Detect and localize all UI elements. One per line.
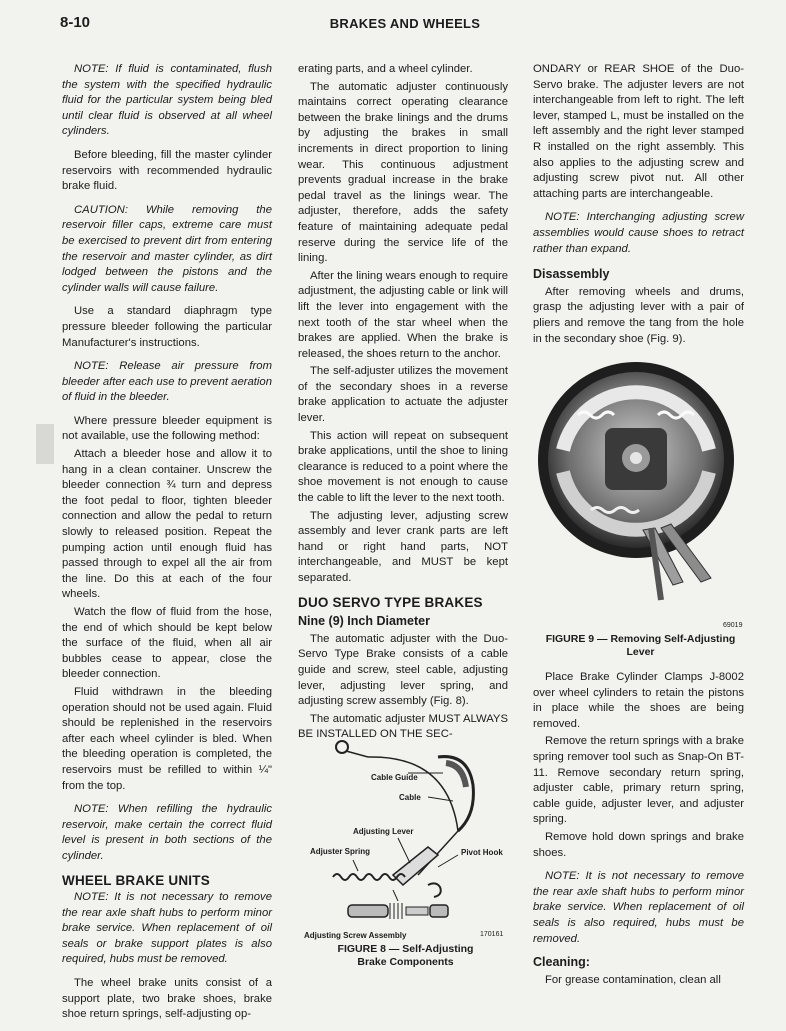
label-cable-guide: Cable Guide [371,773,418,782]
paragraph: Place Brake Cylinder Clamps J-8002 over wheel cylinders to retain the pistons in place while the shoes are being removed. [533,671,744,730]
caution-paragraph: CAUTION: While removing the reservoir filler caps, extreme care must be exercised to prevent dirt from entering the reservoir and master cylinder, as dirt lodged between the pistons and the cylinder walls will cause failure. [62,203,272,294]
paragraph: The automatic adjuster with the Duo-Servo Type Brake consists of a cable guide and screw, steel cable, adjusting lever, adjusting lever spring, and adjusting screw assembly (Fig. 8). [298,632,508,708]
figure-9 [533,360,748,665]
caption-line: FIGURE 9 — Removing Self-Adjusting [545,633,736,645]
page-number: 8-10 [60,14,91,31]
paragraph: After the lining wears enough to require adjustment, the adjusting cable or link will lift the lever into engagement with the next tooth of the star wheel when the brakes are applied. When the brake is released, the shoes return to the anchor. [298,269,508,360]
paragraph: For grease contamination, clean all [545,973,721,986]
paragraph: Remove the return springs with a brake spring remover tool such as Snap-On BT-11. Remove secondary return spring, adjuster cable, primary return spring, cable guide, adjuster lever, and adjuster spring. [533,735,744,826]
column-2 [298,62,508,751]
note-paragraph: NOTE: It is not necessary to remove the rear axle shaft hubs to perform minor brake service. When replacement of oil seals is also required, hubs must be removed. [533,870,744,945]
paragraph: Where pressure bleeder equipment is not available, use the following method: [62,414,272,443]
label-adjuster-spring: Adjuster Spring [310,847,371,856]
paragraph: This action will repeat on subsequent brake applications, until the shoe to lining clearance is reduced to a point where the shoe movement is not enough to cause the cable to lift the lever to the next tooth. [298,429,508,505]
section-heading: Cleaning: [533,955,590,970]
paragraph: The automatic adjuster MUST ALWAYS BE INSTALLED ON THE SEC- [298,712,508,741]
caption-line: Brake Components [357,956,454,968]
section-heading: Disassembly [533,267,610,282]
label-cable: Cable [399,793,421,802]
paragraph: The self-adjuster utilizes the movement of the secondary shoes in a reverse brake application to actuate the adjuster lever. [298,365,508,425]
paragraph: NOTE: If fluid is contaminated, flush the system with the specified hydraulic fluid for the particular system being bled until clear fluid is observed at all wheel cylinders. [62,63,272,138]
paragraph: The automatic adjuster continuously maintains correct operating clearance between the brake linings and the drums by adjusting the brakes in small increments in direct proportion to lining wear. This continuous adjustment prevents gradual increase in the brake pedal travel as the linings wear. The adjuster, therefore, adds the safety feature of maintaining adequate pedal reserve during the service life of the lining. [298,80,508,265]
caption-line: Lever [626,646,655,658]
note-paragraph: NOTE: It is not necessary to remove the rear axle shaft hubs to perform minor brake service. When replacement of oil seals or brake support plates is also required, hubs must be removed. [62,891,272,966]
paragraph: Use a standard diaphragm type pressure bleeder following the particular Manufacturer's instructions. [62,305,272,349]
section-heading: DUO SERVO TYPE BRAKES [298,594,483,610]
column-1 [62,62,272,1031]
figure-8-number: 170161 [480,931,504,938]
label-pivot-hook: Pivot Hook [461,848,503,857]
paragraph: erating parts, and a wheel cylinder. [298,63,473,75]
page-title: BRAKES AND WHEELS [329,16,481,31]
note-paragraph: NOTE: Interchanging adjusting screw assemblies would cause shoes to retract rather than expand. [533,211,744,255]
paragraph: The adjusting lever, adjusting screw assembly and lever crank parts are left hand or right hand parts, NOT interchangeable, and MUST be kept separated. [298,509,508,584]
label-adjusting-screw-assembly: Adjusting Screw Assembly [304,931,407,940]
paragraph: Watch the flow of fluid from the hose, the end of which should be kept below the surface of the fluid, when all air bubbles cease to appear, close the bleeder connection. [62,606,272,681]
section-heading: WHEEL BRAKE UNITS [62,872,210,888]
brake-assembly-photo [533,360,748,615]
label-adjusting-lever: Adjusting Lever [353,827,414,836]
page-edge-tab [36,424,54,464]
paragraph: Fluid withdrawn in the bleeding operation should not be used again. Fluid should be replenished in the reservoirs after each wheel cylinder is bled. When the bleeding operation is completed, the reservoirs must be refilled to within ¼" from the top. [62,685,272,792]
column-3-continued [533,670,744,996]
figure-8-caption [298,943,513,969]
paragraph: Before bleeding, fill the master cylinder reservoirs with recommended hydraulic brake fluid. [62,148,272,193]
note-paragraph: NOTE: When refilling the hydraulic reservoir, make certain the correct fluid level is present in both sections of the cylinder. [62,803,272,862]
figure-9-caption [533,633,748,659]
figure-8 [298,735,513,975]
subsection-heading: Nine (9) Inch Diameter [298,614,430,629]
note-paragraph: NOTE: Release air pressure from bleeder after each use to prevent aeration of fluid in the bleeder. [62,360,272,404]
paragraph: After removing wheels and drums, grasp the adjusting lever with a pair of pliers and remove the tang from the hole in the secondary shoe (Fig. 9). [533,285,744,345]
paragraph: ONDARY or REAR SHOE of the Duo-Servo brake. The adjuster levers are not interchangeable from left to right. The left lever, stamped L, must be installed on the left assembly and the right lever stamped R installed on the right assembly. This also applies to the adjusting screw and adjusting screw pivot nut. All other attaching parts are interchangeable. [533,63,744,200]
paragraph: Attach a bleeder hose and allow it to hang in a clean container. Unscrew the bleeder connection ¾ turn and depress the foot pedal to floor, tighten bleeder connection and allow the pedal to return slowly to released position. Repeat the pumping action until enough fluid has passed through to expel all the air from the line. Do this at each of the four wheels. [62,448,272,601]
paragraph: The wheel brake units consist of a support plate, two brake shoes, brake shoe return springs, self-adjusting op- [62,977,272,1021]
column-3 [533,62,744,355]
paragraph: Remove hold down springs and brake shoes. [533,830,744,859]
caption-line: FIGURE 8 — Self-Adjusting [337,943,474,955]
figure-9-number: 69019 [723,622,743,629]
